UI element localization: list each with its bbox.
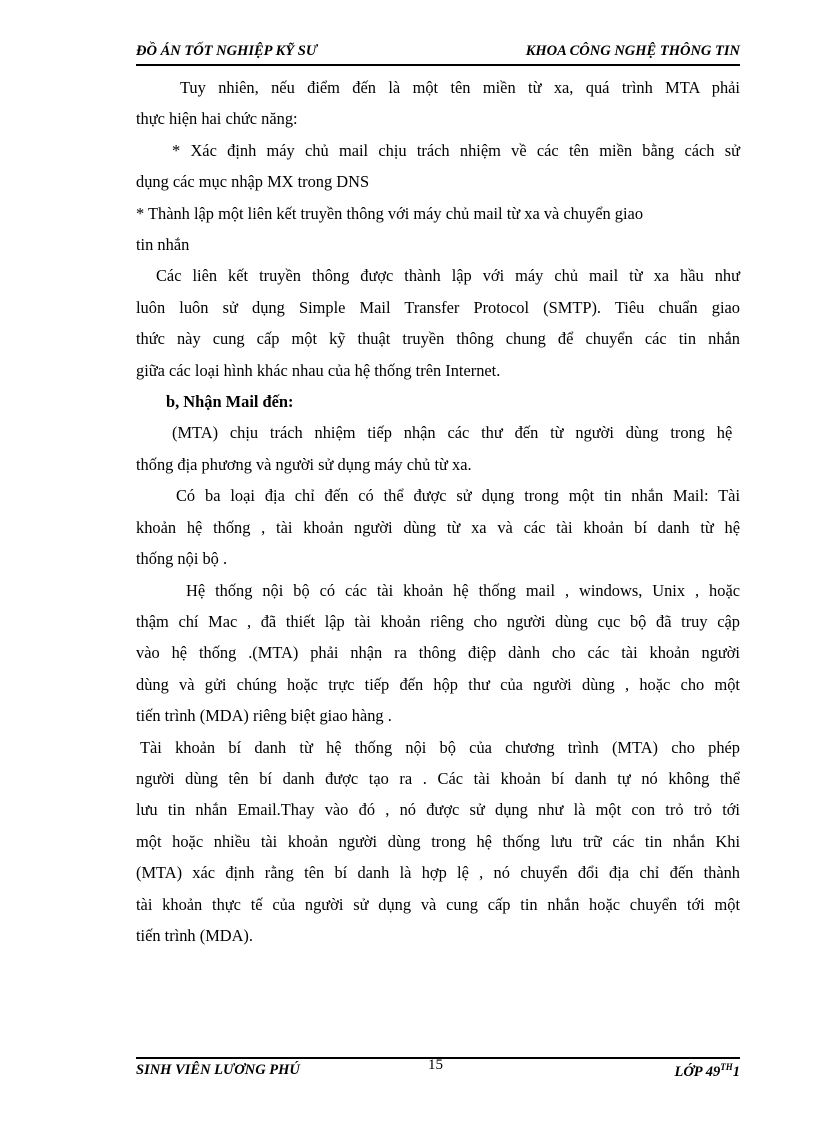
- paragraph-remote-domain: [136, 72, 740, 135]
- paragraph-mx-records: [136, 135, 740, 198]
- paragraph-address-types: [136, 480, 740, 574]
- paragraph-smtp: [136, 260, 740, 386]
- page-footer: [136, 1059, 740, 1083]
- text-line: lưu tin nhắn Email.Thay vào đó , nó được sử dụng như là một con trỏ trỏ tới: [136, 800, 740, 820]
- text-line: dùng và gửi chúng hoặc trực tiếp đến hộp thư của người dùng , hoặc cho một: [136, 674, 740, 694]
- text-line: Các liên kết truyền thông được thành lập với máy chủ mail từ xa hầu như: [156, 266, 740, 286]
- class-prefix: LỚP 49: [674, 1063, 721, 1080]
- page-number: 15: [428, 1057, 443, 1073]
- text-line: Tài khoản bí danh từ hệ thống nội bộ của chương trình (MTA) cho phép: [140, 737, 740, 757]
- text-line: tiến trình (MDA).: [136, 925, 253, 945]
- text-line: tiến trình (MDA) riêng biệt giao hàng .: [136, 706, 392, 726]
- class-superscript: TH: [720, 1062, 733, 1072]
- text-line: thức này cung cấp một kỹ thuật truyền thông chung để chuyển các tin nhắn: [136, 329, 740, 349]
- text-line: (MTA) chịu trách nhiệm tiếp nhận các thư đến từ người dùng trong hệ: [172, 423, 733, 443]
- footer-class-name: [674, 1062, 740, 1081]
- paragraph-remote-link: [136, 198, 740, 261]
- text-line: thống địa phương và người sử dụng máy chủ từ xa.: [136, 454, 472, 474]
- class-suffix: 1: [732, 1063, 740, 1080]
- text-line: [136, 229, 740, 260]
- text-line: * Thành lập một liên kết truyền thông với máy chủ mail từ xa và chuyển giao: [136, 203, 644, 223]
- paragraph-local-system: [136, 575, 740, 732]
- text-line: (MTA) xác định rằng tên bí danh là hợp lệ , nó chuyển đổi địa chỉ đến thành: [136, 863, 740, 883]
- text-line: Có ba loại địa chỉ đến có thể được sử dụng trong một tin nhắn Mail: Tài: [176, 486, 740, 506]
- header-divider: [136, 64, 740, 66]
- text-line: Hệ thống nội bộ có các tài khoản hệ thống mail , windows, Unix , hoặc: [186, 580, 740, 600]
- heading-text: b, Nhận Mail đến:: [166, 392, 294, 412]
- paragraph-mta-receive: [136, 417, 740, 480]
- text-line: tài khoản thực tế của người sử dụng và cung cấp tin nhắn hoặc chuyển tới một: [136, 894, 740, 914]
- header-thesis-title: ĐỒ ÁN TỐT NGHIỆP KỸ SƯ: [136, 43, 318, 59]
- text-line: người dùng tên bí danh được tạo ra . Các tài khoản bí danh tự nó không thể: [136, 768, 740, 788]
- text-line: một hoặc nhiều tài khoản người dùng trong hệ thống lưu trữ các tin nhắn Khi: [136, 831, 740, 851]
- text-line: dụng các mục nhập MX trong DNS: [136, 172, 370, 192]
- page-header: [136, 41, 740, 65]
- text-line: luôn luôn sử dụng Simple Mail Transfer Protocol (SMTP). Tiêu chuẩn giao: [136, 297, 740, 317]
- text-line: thậm chí Mac , đã thiết lập tài khoản riêng cho người dùng cục bộ đã truy cập: [136, 611, 740, 631]
- header-faculty-name: KHOA CÔNG NGHỆ THÔNG TIN: [525, 43, 740, 59]
- text-line: thực hiện hai chức năng:: [136, 109, 298, 129]
- document-body: [136, 72, 740, 951]
- text-line: Tuy nhiên, nếu điểm đến là một tên miền từ xa, quá trình MTA phải: [180, 78, 740, 97]
- paragraph-alias-accounts: [136, 732, 740, 952]
- text-line: giữa các loại hình khác nhau của hệ thống trên Internet.: [136, 360, 501, 380]
- text-word: tin: [136, 235, 154, 255]
- text-line: vào hệ thống .(MTA) phải nhận ra thông điệp dành cho các tài khoản người: [136, 643, 740, 663]
- text-line: * Xác định máy chủ mail chịu trách nhiệm về các tên miền bằng cách sử: [172, 140, 740, 160]
- text-line: khoản hệ thống , tài khoản người dùng từ xa và các tài khoản bí danh từ hệ: [136, 517, 740, 537]
- text-line: thống nội bộ .: [136, 549, 228, 569]
- section-heading: [136, 386, 740, 417]
- footer-student-name: SINH VIÊN LƯƠNG PHÚ: [136, 1062, 300, 1078]
- text-word: nhắn: [157, 235, 190, 255]
